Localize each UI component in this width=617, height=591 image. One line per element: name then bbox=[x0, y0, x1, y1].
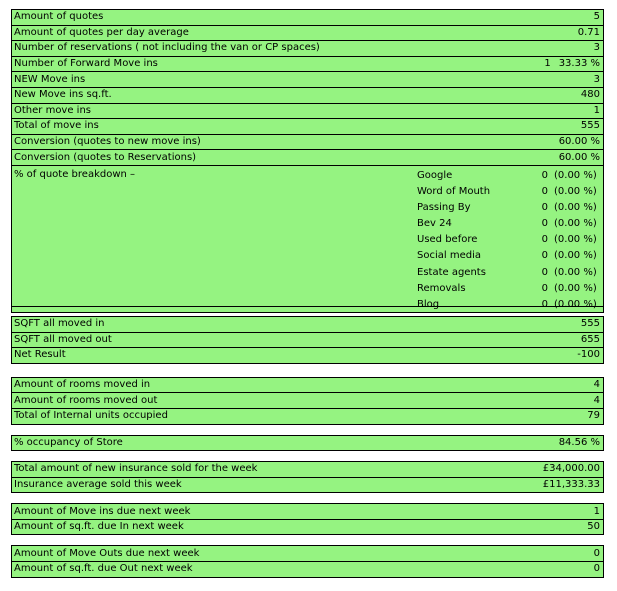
label: SQFT all moved in bbox=[14, 318, 105, 330]
breakdown-sources bbox=[417, 169, 602, 314]
source-pct: (0.00 %) bbox=[554, 282, 597, 294]
source-pct: (0.00 %) bbox=[554, 250, 597, 262]
value: 3 bbox=[593, 42, 600, 54]
label: Net Result bbox=[14, 349, 66, 361]
label: Amount of quotes per day average bbox=[14, 26, 189, 38]
label: SQFT all moved out bbox=[14, 333, 112, 345]
row-new-move-ins bbox=[12, 72, 603, 88]
row-insurance-average bbox=[12, 478, 603, 493]
label: Amount of rooms moved in bbox=[14, 379, 151, 391]
value: 1 bbox=[593, 104, 600, 116]
source-count: 0 bbox=[541, 298, 548, 310]
next-week-in-block bbox=[11, 503, 604, 535]
source-name: Removals bbox=[417, 282, 466, 294]
source-name: Google bbox=[417, 169, 453, 181]
gap bbox=[11, 493, 604, 503]
count: 1 bbox=[544, 58, 551, 70]
value: £11,333.33 bbox=[542, 478, 600, 490]
value: 4 bbox=[593, 394, 600, 406]
row-other-move-ins bbox=[12, 104, 603, 120]
source-count: 0 bbox=[541, 169, 548, 181]
value: 79 bbox=[587, 410, 600, 422]
gap bbox=[11, 451, 604, 461]
label: Amount of rooms moved out bbox=[14, 394, 158, 406]
label: Total of move ins bbox=[14, 120, 99, 132]
source-row bbox=[417, 249, 602, 265]
value: 555 bbox=[580, 318, 600, 330]
value: 1 bbox=[593, 505, 600, 517]
source-row bbox=[417, 169, 602, 185]
gap bbox=[11, 364, 604, 377]
source-row bbox=[417, 266, 602, 282]
row-sqft-out bbox=[12, 333, 603, 349]
value: 50 bbox=[587, 521, 600, 533]
source-count: 0 bbox=[541, 218, 548, 230]
row-occupancy bbox=[12, 436, 603, 451]
value: 480 bbox=[580, 89, 600, 101]
quotes-block bbox=[11, 9, 604, 313]
value: 60.00 % bbox=[558, 151, 600, 163]
label: New Move ins sq.ft. bbox=[14, 89, 112, 101]
value: 60.00 % bbox=[558, 136, 600, 148]
value: 3 bbox=[593, 73, 600, 85]
row-insurance-total bbox=[12, 462, 603, 478]
row-new-move-ins-sqft bbox=[12, 88, 603, 104]
label: Number of Forward Move ins bbox=[14, 58, 158, 70]
row-amount-of-quotes bbox=[12, 10, 603, 26]
row-internal-units bbox=[12, 409, 603, 424]
row-forward-move-ins bbox=[12, 57, 603, 73]
occupancy-block bbox=[11, 435, 604, 452]
row-move-outs-next-week bbox=[12, 546, 603, 562]
source-pct: (0.00 %) bbox=[554, 234, 597, 246]
source-row bbox=[417, 185, 602, 201]
source-pct: (0.00 %) bbox=[554, 218, 597, 230]
label: Amount of sq.ft. due Out next week bbox=[14, 563, 193, 575]
insurance-block bbox=[11, 461, 604, 493]
source-name: Social media bbox=[417, 250, 481, 262]
label: Conversion (quotes to new move ins) bbox=[14, 136, 201, 148]
source-count: 0 bbox=[541, 202, 548, 214]
rooms-block bbox=[11, 377, 604, 425]
source-count: 0 bbox=[541, 186, 548, 198]
value: 84.56 % bbox=[558, 436, 600, 448]
label: Insurance average sold this week bbox=[14, 478, 182, 490]
value: 0 bbox=[593, 563, 600, 575]
row-conversion-reservations bbox=[12, 150, 603, 166]
source-row bbox=[417, 201, 602, 217]
source-name: Estate agents bbox=[417, 266, 486, 278]
row-sqft-in bbox=[12, 317, 603, 333]
row-conversion-move-ins bbox=[12, 135, 603, 151]
source-row bbox=[417, 233, 602, 249]
source-count: 0 bbox=[541, 266, 548, 278]
label: Amount of Move ins due next week bbox=[14, 505, 191, 517]
source-count: 0 bbox=[541, 250, 548, 262]
source-pct: (0.00 %) bbox=[554, 266, 597, 278]
value: £34,000.00 bbox=[542, 463, 600, 475]
source-name: Passing By bbox=[417, 202, 471, 214]
label: % occupancy of Store bbox=[14, 436, 123, 448]
label: Other move ins bbox=[14, 104, 92, 116]
label: Number of reservations ( not including the van or CP spaces) bbox=[14, 42, 320, 54]
row-move-ins-next-week bbox=[12, 504, 603, 520]
source-name: Word of Mouth bbox=[417, 186, 491, 198]
source-count: 0 bbox=[541, 234, 548, 246]
source-row bbox=[417, 282, 602, 298]
source-pct: (0.00 %) bbox=[554, 298, 597, 310]
report-sheet bbox=[11, 9, 604, 578]
gap bbox=[11, 425, 604, 435]
label: Total of Internal units occupied bbox=[14, 410, 168, 422]
label: Amount of quotes bbox=[14, 11, 104, 23]
quote-breakdown bbox=[12, 166, 603, 310]
source-name: Bev 24 bbox=[417, 218, 452, 230]
value: -100 bbox=[577, 349, 600, 361]
label: Amount of sq.ft. due In next week bbox=[14, 521, 184, 533]
row-sqft-out-next-week bbox=[12, 562, 603, 577]
value: 555 bbox=[580, 120, 600, 132]
source-pct: (0.00 %) bbox=[554, 202, 597, 214]
value: 5 bbox=[593, 11, 600, 23]
value: 4 bbox=[593, 379, 600, 391]
row-total-move-ins bbox=[12, 119, 603, 135]
source-name: Used before bbox=[417, 234, 478, 246]
value: 0.71 bbox=[577, 26, 600, 38]
label: Conversion (quotes to Reservations) bbox=[14, 151, 197, 163]
row-sqft-in-next-week bbox=[12, 520, 603, 535]
row-rooms-in bbox=[12, 378, 603, 394]
row-reservations bbox=[12, 41, 603, 57]
value: 33.33 % bbox=[558, 58, 600, 70]
value: 655 bbox=[580, 333, 600, 345]
label: Amount of Move Outs due next week bbox=[14, 547, 200, 559]
breakdown-title: % of quote breakdown – bbox=[14, 168, 136, 180]
source-pct: (0.00 %) bbox=[554, 186, 597, 198]
label: Total amount of new insurance sold for the week bbox=[14, 463, 258, 475]
row-quotes-per-day bbox=[12, 26, 603, 42]
gap bbox=[11, 535, 604, 545]
source-row bbox=[417, 217, 602, 233]
sqft-block bbox=[11, 316, 604, 364]
next-week-out-block bbox=[11, 545, 604, 577]
row-rooms-out bbox=[12, 393, 603, 409]
label: NEW Move ins bbox=[14, 73, 86, 85]
source-row bbox=[417, 298, 602, 314]
source-name: Blog bbox=[417, 298, 440, 310]
source-count: 0 bbox=[541, 282, 548, 294]
row-net-result bbox=[12, 348, 603, 363]
value: 0 bbox=[593, 547, 600, 559]
source-pct: (0.00 %) bbox=[554, 169, 597, 181]
